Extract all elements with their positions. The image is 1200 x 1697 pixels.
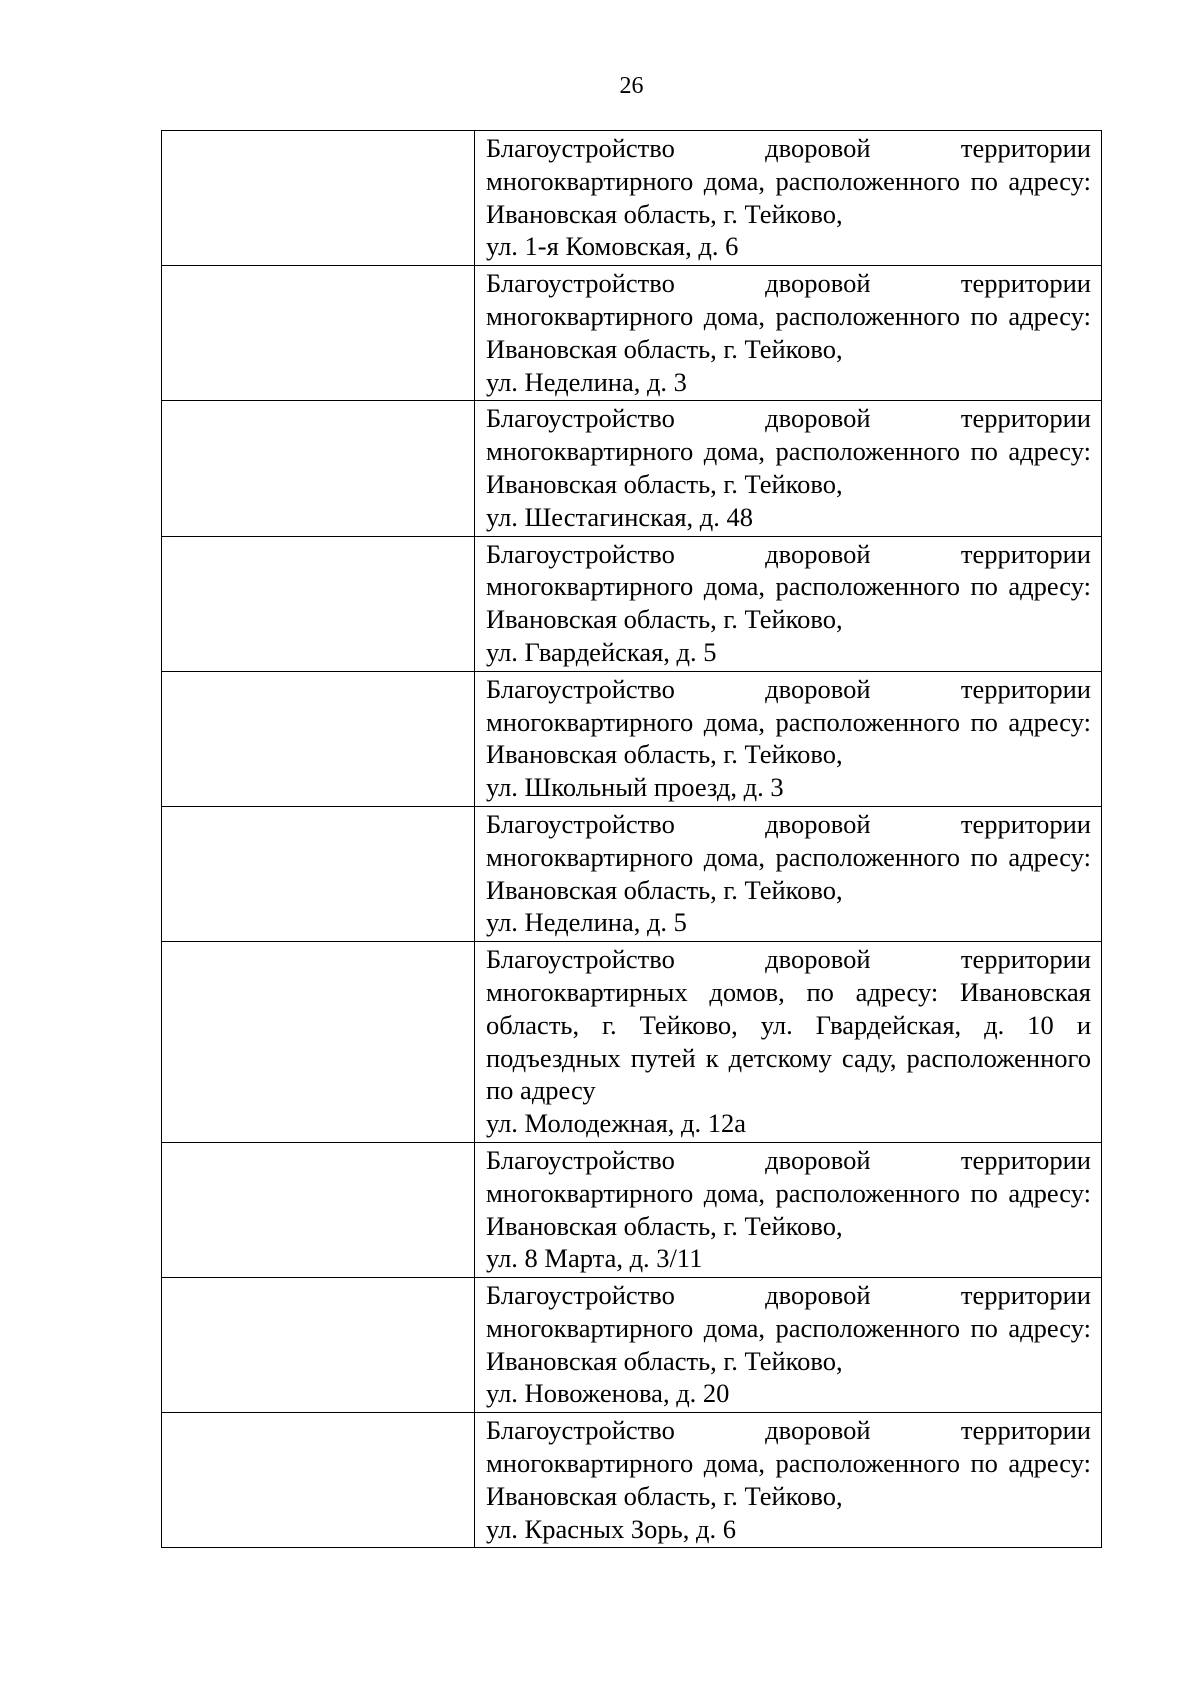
table-cell-left <box>162 942 475 1143</box>
table-cell-left <box>162 131 475 266</box>
page-number: 26 <box>619 73 644 99</box>
improvement-description: Благоустройство дворовой территории многоквартирного дома, расположенного по адресу: Ивановская область, г. Тейково, ул. Школьный проезд, д. 3 <box>486 673 1091 803</box>
table-cell-right <box>475 671 1102 806</box>
improvement-description: Благоустройство дворовой территории многоквартирного дома, расположенного по адресу: Ивановская область, г. Тейково, ул. Гвардейская, д. 5 <box>486 538 1091 667</box>
improvement-description: Благоустройство дворовой территории многоквартирных домов, по адресу: Ивановская область, г. Тейково, ул. Гвардейская, д. 10 и подъездных путей к детскому саду, расположенного по адресу ул. Молодежная, д. 12а <box>486 944 1091 1139</box>
table-cell-right <box>475 401 1102 536</box>
table-cell-right <box>475 942 1102 1143</box>
table-row <box>162 131 1102 266</box>
table-row <box>162 942 1102 1143</box>
table-cell-right <box>475 131 1102 266</box>
table-cell-left <box>162 1142 475 1277</box>
table-cell-left <box>162 806 475 941</box>
improvement-description: Благоустройство дворовой территории многоквартирного дома, расположенного по адресу: Ивановская область, г. Тейково, ул. Красных Зорь, д. 6 <box>486 1415 1091 1544</box>
improvement-description: Благоустройство дворовой территории многоквартирного дома, расположенного по адресу: Ивановская область, г. Тейково, ул. 1-я Комовская, д. 6 <box>486 133 1091 262</box>
improvement-description: Благоустройство дворовой территории многоквартирного дома, расположенного по адресу: Ивановская область, г. Тейково, ул. Шестагинская, д. 48 <box>486 403 1091 532</box>
improvement-description: Благоустройство дворовой территории многоквартирного дома, расположенного по адресу: Ивановская область, г. Тейково, ул. Неделина, д. 3 <box>486 268 1091 397</box>
table-cell-left <box>162 1413 475 1548</box>
table-cell-right <box>475 1278 1102 1413</box>
table-row <box>162 401 1102 536</box>
table-cell-left <box>162 671 475 806</box>
table-cell-right <box>475 1142 1102 1277</box>
table-cell-left <box>162 536 475 671</box>
table-row <box>162 1142 1102 1277</box>
table-cell-left <box>162 1278 475 1413</box>
table-row <box>162 1278 1102 1413</box>
table-cell-left <box>162 401 475 536</box>
improvement-description: Благоустройство дворовой территории многоквартирного дома, расположенного по адресу: Ивановская область, г. Тейково, ул. Новоженова, д. 20 <box>486 1280 1091 1409</box>
table-cell-right <box>475 266 1102 401</box>
table-cell-right <box>475 536 1102 671</box>
improvement-description: Благоустройство дворовой территории многоквартирного дома, расположенного по адресу: Ивановская область, г. Тейково, ул. 8 Марта, д. 3/11 <box>486 1144 1091 1274</box>
table-cell-left <box>162 266 475 401</box>
table-row <box>162 536 1102 671</box>
table-cell-right <box>475 806 1102 941</box>
table-row <box>162 1413 1102 1548</box>
document-table <box>161 130 1102 1548</box>
table-row <box>162 806 1102 941</box>
improvement-description: Благоустройство дворовой территории многоквартирного дома, расположенного по адресу: Ивановская область, г. Тейково, ул. Неделина, д. 5 <box>486 808 1091 938</box>
table-cell-right <box>475 1413 1102 1548</box>
table-row <box>162 266 1102 401</box>
table-row <box>162 671 1102 806</box>
